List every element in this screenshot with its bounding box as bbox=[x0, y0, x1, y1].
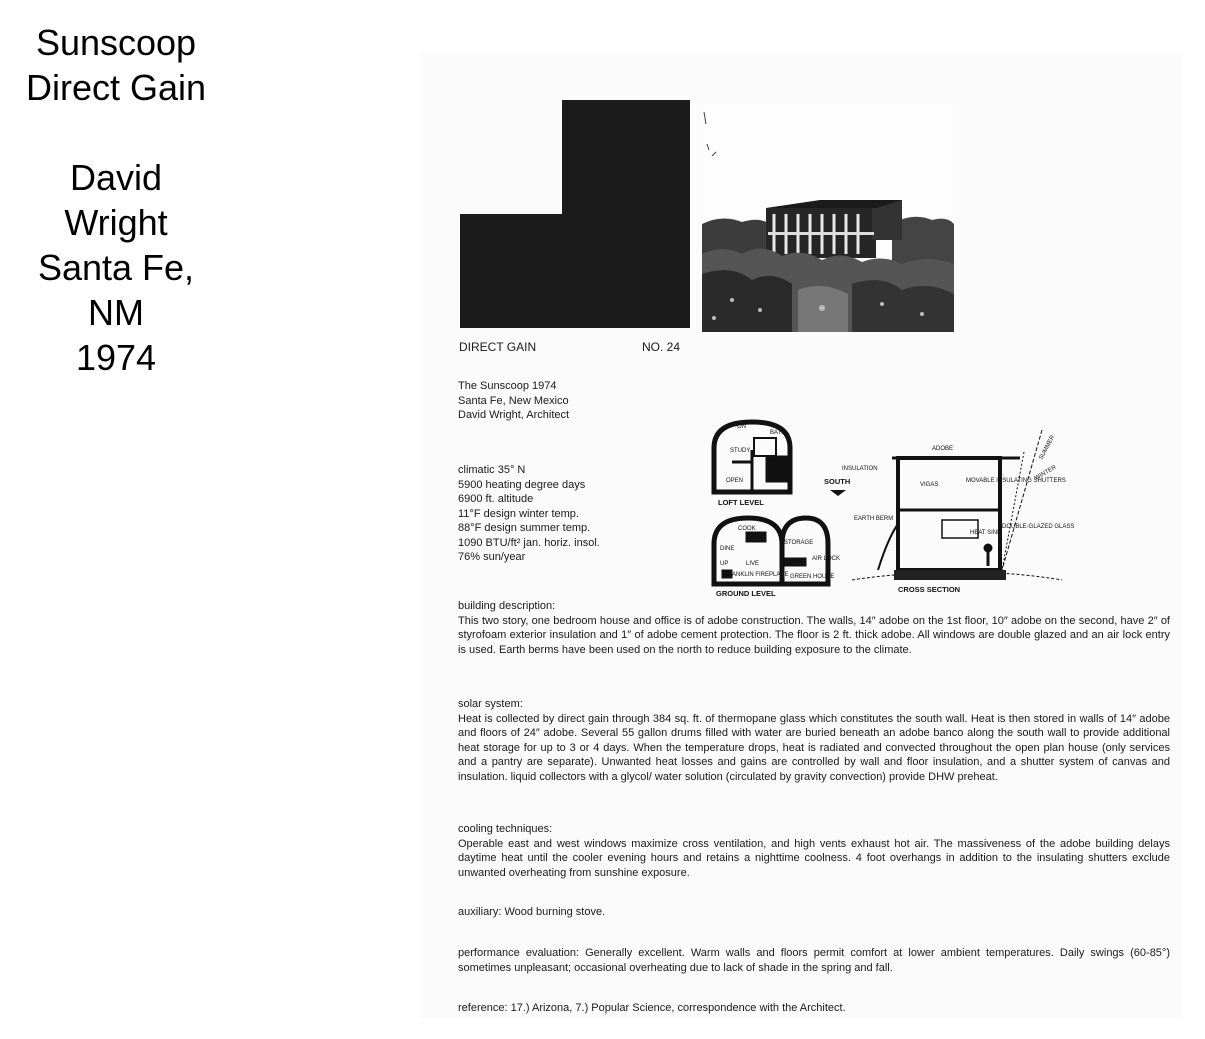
title-line: Wright bbox=[64, 202, 168, 243]
solar-text: Heat is collected by direct gain through 384 sq. ft. of thermopane glass which constitutes the south wall. Heat is then stored in walls of 14″ adobe and floors of 24″ adobe. Several 55 gallon drums filled with water are buried beneath an adobe banco along the south wall to provide additional heat storage for up to 3 or 4 days. When the temperature drops, heat is radiated and convected throughout the open plan house (only services and a pantry are separate). Unwanted heat losses and gains are controlled by wall and floor insulation, and a shutter system of canvas and insulation. liquid collectors with a glycol/ water solution (circulated by gravity convection) provide DHW preheat. bbox=[458, 712, 1170, 783]
cooling-text: Operable east and west windows maximize cross ventilation, and high vents exhaust hot air. The massiveness of the adobe building delays daytime heat until the cooler evening hours and retains a nighttime coolness. 4 foot overhangs in addition to the insulating shutters exclude unwanted overheating from sunshine exposure. bbox=[458, 837, 1170, 879]
performance-evaluation: performance evaluation: Generally excellent. Warm walls and floors permit comfort at lower ambient temperatures. Daily swings (60-85°) sometimes unpleasant; occasional overheating due to lack of shade in the spring and fall. bbox=[458, 947, 1170, 974]
floor-plans-and-section bbox=[702, 420, 1075, 598]
project-architect: David Wright, Architect bbox=[458, 409, 570, 421]
number-caption: NO. 24 bbox=[642, 340, 681, 354]
building-text: This two story, one bedroom house and office is of adobe construction. The walls, 14″ adobe on the 1st floor, 10″ adobe on the second, have 2″ of styrofoam exterior insulation and 1″ of adobe cement protection. The floor is 2 ft. thick adobe. All windows are double glazed and an air lock entry is used. Earth berms have been used on the north to reduce building exposure to the climate. bbox=[458, 614, 1170, 656]
svg-text:VIGAS: VIGAS bbox=[920, 482, 939, 488]
svg-text:BATH: BATH bbox=[770, 430, 786, 436]
svg-text:ADOBE: ADOBE bbox=[932, 446, 954, 452]
climate-altitude: 6900 ft. altitude bbox=[458, 493, 534, 505]
title-line: NM bbox=[88, 292, 144, 333]
svg-text:GREEN HOUSE: GREEN HOUSE bbox=[790, 574, 835, 580]
climate-data bbox=[458, 463, 600, 565]
title-line: Santa Fe, bbox=[37, 247, 195, 288]
climate-summer-temp: 88°F design summer temp. bbox=[458, 522, 591, 534]
solar-label: solar system: bbox=[458, 698, 523, 710]
climate-latitude: climatic 35° N bbox=[458, 464, 526, 476]
svg-text:OPEN: OPEN bbox=[726, 478, 744, 484]
svg-text:FRANKLIN FIREPLACE: FRANKLIN FIREPLACE bbox=[724, 572, 789, 578]
slide-title bbox=[0, 20, 232, 380]
solar-system bbox=[458, 697, 1170, 784]
cooling-label: cooling techniques: bbox=[458, 823, 553, 835]
svg-text:SLEEP: SLEEP bbox=[768, 458, 788, 464]
cross-section bbox=[852, 430, 1062, 580]
reference: reference: 17.) Arizona, 7.) Popular Science, correspondence with the Architect. bbox=[458, 1002, 846, 1014]
svg-text:EARTH BERM: EARTH BERM bbox=[854, 516, 894, 522]
scanned-document-page bbox=[420, 52, 1182, 1018]
svg-text:COOK: COOK bbox=[738, 526, 756, 532]
building-label: building description: bbox=[458, 600, 556, 612]
svg-text:STUDY: STUDY bbox=[730, 448, 751, 454]
svg-text:AIR LOCK: AIR LOCK bbox=[812, 556, 841, 562]
svg-text:INSULATION: INSULATION bbox=[842, 466, 878, 472]
title-spacer bbox=[0, 110, 232, 155]
auxiliary: auxiliary: Wood burning stove. bbox=[458, 906, 606, 918]
svg-text:MOVABLE INSULATING SHUTTERS: MOVABLE INSULATING SHUTTERS bbox=[966, 478, 1066, 484]
svg-text:WINTER: WINTER bbox=[1034, 464, 1058, 482]
climate-degree-days: 5900 heating degree days bbox=[458, 478, 586, 491]
svg-text:CROSS SECTION: CROSS SECTION bbox=[898, 585, 961, 594]
svg-text:DINE: DINE bbox=[720, 546, 735, 552]
house-photo bbox=[702, 104, 954, 332]
svg-text:HEAT SINK: HEAT SINK bbox=[970, 530, 1002, 536]
category-caption: DIRECT GAIN bbox=[459, 340, 537, 354]
svg-text:SUMMER: SUMMER bbox=[1038, 434, 1057, 461]
svg-text:GROUND LEVEL: GROUND LEVEL bbox=[716, 589, 776, 598]
title-line: Sunscoop bbox=[35, 22, 197, 63]
dark-photo-block bbox=[460, 100, 690, 328]
svg-text:ON: ON bbox=[737, 424, 746, 430]
cooling-techniques bbox=[458, 822, 1170, 880]
climate-insolation: 1090 BTU/ft² jan. horiz. insol. bbox=[458, 536, 600, 549]
svg-text:STORAGE: STORAGE bbox=[784, 540, 814, 546]
photo-notch bbox=[460, 100, 562, 214]
title-line: Direct Gain bbox=[25, 67, 207, 108]
project-header bbox=[458, 379, 569, 423]
svg-text:LOFT LEVEL: LOFT LEVEL bbox=[718, 498, 764, 507]
title-line: David bbox=[69, 157, 163, 198]
project-location: Santa Fe, New Mexico bbox=[458, 394, 569, 407]
building-description bbox=[458, 599, 1170, 657]
svg-text:LIVE: LIVE bbox=[746, 561, 760, 567]
climate-winter-temp: 11°F design winter temp. bbox=[458, 507, 579, 520]
svg-text:DOUBLE-GLAZED GLASS: DOUBLE-GLAZED GLASS bbox=[1002, 524, 1075, 530]
svg-text:UP: UP bbox=[720, 561, 729, 567]
svg-text:SOUTH: SOUTH bbox=[824, 477, 851, 486]
climate-sun: 76% sun/year bbox=[458, 551, 526, 563]
title-line: 1974 bbox=[75, 337, 157, 378]
project-name: The Sunscoop 1974 bbox=[458, 380, 557, 392]
